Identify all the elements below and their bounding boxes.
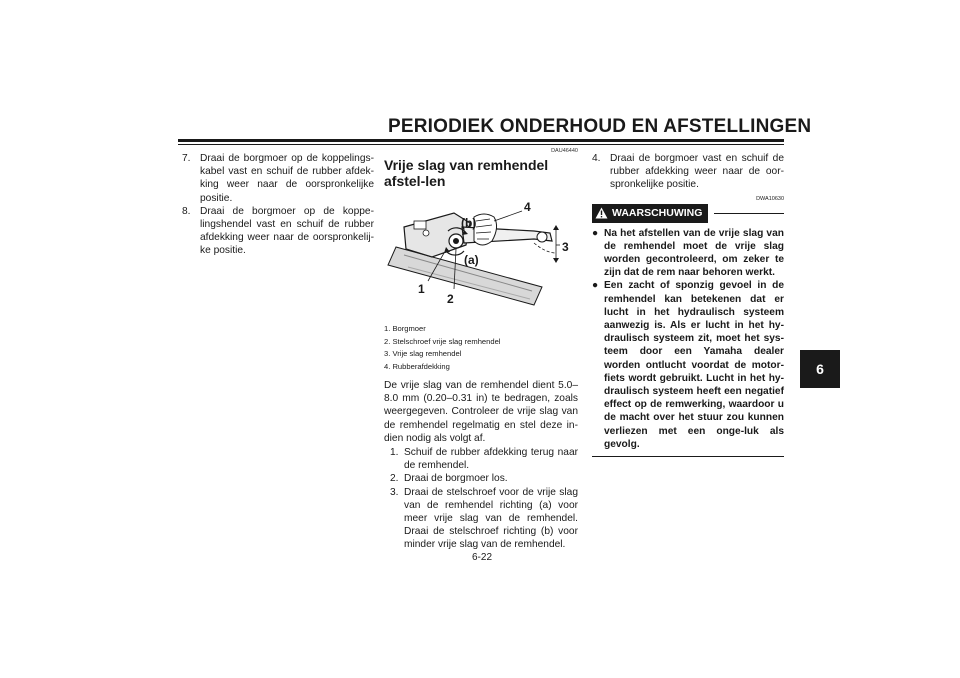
figure-label-4: 4 xyxy=(524,200,531,214)
item-number: 4. xyxy=(592,153,601,164)
list-item xyxy=(384,472,578,485)
warning-triangle-icon xyxy=(595,207,608,219)
middle-column xyxy=(384,148,578,552)
brake-lever-drawing xyxy=(384,197,578,315)
figure-label-a: (a) xyxy=(464,253,479,267)
list-item xyxy=(384,486,578,552)
legend-item: 4. Rubberafdekking xyxy=(384,361,450,371)
list-item xyxy=(182,205,374,258)
legend-item: 3. Vrije slag remhendel xyxy=(384,349,462,358)
item-text: Draai de borgmoer los. xyxy=(404,473,508,485)
page-title: PERIODIEK ONDERHOUD EN AFSTELLINGEN xyxy=(388,116,812,137)
legend-item: 2. Stelschroef vrije slag remhendel xyxy=(384,336,501,346)
item-number: 8. xyxy=(182,205,191,217)
list-item xyxy=(592,152,784,192)
warning-code: DWA10630 xyxy=(756,195,784,202)
warning-divider xyxy=(714,213,784,214)
warning-label-box xyxy=(592,204,708,223)
warning-header xyxy=(592,204,784,223)
item-text: Draai de stelschroef voor de vrije slag van de remhendel richting (a) voor meer vrije slag van de remhendel. Draai de stelschroef richting (b) voor minder vrije slag van de remhendel. xyxy=(404,486,578,551)
item-text: Schuif de rubber afdekking terug naar de remhendel. xyxy=(404,447,578,472)
item-number: 7. xyxy=(182,153,191,164)
section-heading: Vrije slag van remhendel afstel-len xyxy=(384,157,549,189)
list-item xyxy=(182,152,374,205)
list-item xyxy=(384,446,578,472)
bullet-icon: ● xyxy=(592,227,599,239)
figure-label-b: (b) xyxy=(461,216,477,230)
section-code: DAU46440 xyxy=(551,148,578,154)
brake-lever-illustration xyxy=(384,197,578,315)
figure-label-2: 2 xyxy=(447,292,454,306)
item-number: 3. xyxy=(390,486,399,498)
item-text: Draai de borgmoer op de koppelings-kabel vast en schuif de rubber afdek-king weer naar de oorspronkelijke positie. xyxy=(200,153,374,204)
warning-label: WAARSCHUWING xyxy=(612,206,703,219)
header-rule-thin xyxy=(178,144,784,145)
warning-text: Na het afstellen van de vrije slag van de remhendel moet de vrije slag worden gecontroleerd, om zeker te zijn dat de rem naar behoren werkt. xyxy=(604,227,784,279)
list-item xyxy=(592,279,784,451)
body-paragraph: De vrije slag van de remhendel dient 5.0–8.0 mm (0.20–0.31 in) te bedragen, zoals weergegeven. Controleer de vrije slag van de remhendel regelmatig en stel deze in-dien nodig als volgt af. xyxy=(384,380,578,444)
figure-legend xyxy=(384,323,578,373)
warning-body xyxy=(592,227,784,451)
item-text: Draai de borgmoer op de koppe-lingshendel vast en schuif de rubber afdekking weer naar de oorspronkelij-ke positie. xyxy=(200,205,374,257)
chapter-tab[interactable]: 6 xyxy=(800,350,840,388)
item-number: 1. xyxy=(390,447,399,459)
figure-label-3: 3 xyxy=(562,240,569,254)
item-number: 2. xyxy=(390,473,399,485)
bullet-icon: ● xyxy=(592,280,599,292)
list-item xyxy=(592,227,784,280)
warning-end-rule xyxy=(592,456,784,457)
legend-item: 1. Borgmoer xyxy=(384,324,426,333)
page-number: 6-22 xyxy=(471,552,492,563)
left-column xyxy=(182,152,374,258)
figure-label-1: 1 xyxy=(418,282,425,296)
header-rule-thick xyxy=(178,139,784,142)
right-column xyxy=(592,152,784,457)
item-text: Draai de borgmoer vast en schuif de rubber afdekking weer naar de oor-spronkelijke positie. xyxy=(610,153,784,191)
warning-text: Een zacht of sponzig gevoel in de remhendel kan betekenen dat er lucht in het hydraulisch systeem aanwezig is. Als er lucht in het hy-draulisch systeem zit, moet het sys-teem door een Yamaha dealer worden ontlucht voordat de motor-fiets wordt gebruikt. Lucht in het hy-draulisch systeem heeft een negatief effect op de remwerking, waardoor u de macht over het stuur zou kunnen verliezen met een onge-luk als gevolg. xyxy=(604,280,784,450)
